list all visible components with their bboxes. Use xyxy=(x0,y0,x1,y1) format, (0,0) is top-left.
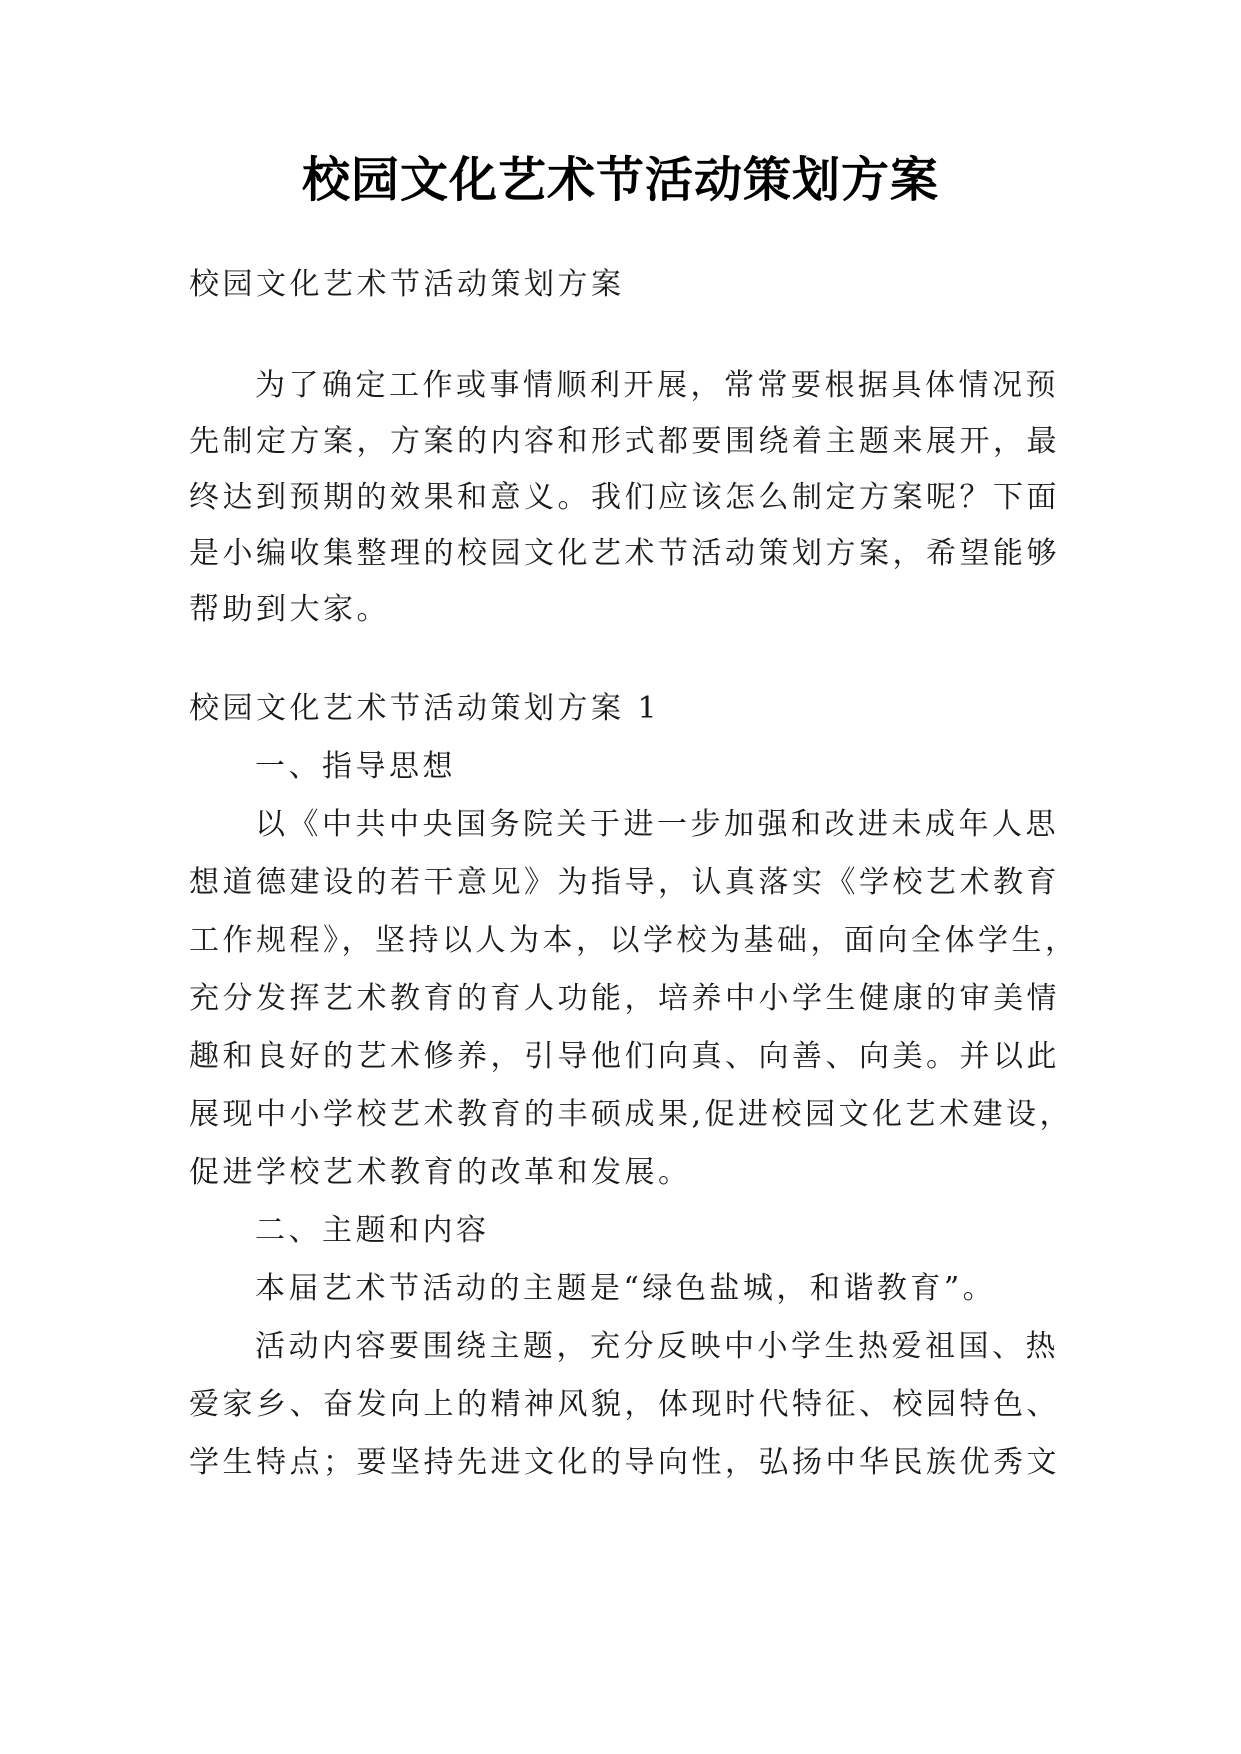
paragraph-line: 活动内容要围绕主题，充分反映中小学生热爱祖国、热 xyxy=(255,1329,1059,1364)
paragraph-line: 想道德建设的若干意见》为指导，认真落实《学校艺术教育 xyxy=(189,865,1060,900)
paragraph-line: 充分发挥艺术教育的育人功能，培养中小学生健康的审美情 xyxy=(189,981,1060,1016)
paragraph-line: 工作规程》，坚持以人为本，以学校为基础，面向全体学生， xyxy=(189,923,1079,958)
paragraph-line: 学生特点；要坚持先进文化的导向性，弘扬中华民族优秀文 xyxy=(189,1445,1060,1480)
document-title: 校园文化艺术节活动策划方案 xyxy=(301,152,939,208)
section-heading: 一、指导思想 xyxy=(255,749,456,784)
section-heading: 二、主题和内容 xyxy=(255,1213,490,1248)
intro-line: 先制定方案，方案的内容和形式都要围绕着主题来展开，最 xyxy=(189,424,1060,459)
intro-line: 为了确定工作或事情顺利开展，常常要根据具体情况预 xyxy=(255,368,1059,403)
section-title: 校园文化艺术节活动策划方案 1 xyxy=(189,691,661,726)
paragraph-line: 展现中小学校艺术教育的丰硕成果,促进校园文化艺术建设， xyxy=(189,1097,1074,1132)
intro-line: 帮助到大家。 xyxy=(189,592,390,627)
paragraph-line: 以《中共中央国务院关于进一步加强和改进未成年人思 xyxy=(255,807,1059,842)
intro-line: 是小编收集整理的校园文化艺术节活动策划方案，希望能够 xyxy=(189,536,1060,571)
intro-line: 终达到预期的效果和意义。我们应该怎么制定方案呢？下面 xyxy=(189,480,1060,515)
paragraph-line: 促进学校艺术教育的改革和发展。 xyxy=(189,1155,692,1190)
paragraph-line: 本届艺术节活动的主题是“绿色盐城，和谐教育”。 xyxy=(255,1271,997,1306)
document-subtitle: 校园文化艺术节活动策划方案 xyxy=(189,267,625,302)
paragraph-line: 爱家乡、奋发向上的精神风貌，体现时代特征、校园特色、 xyxy=(189,1387,1060,1422)
paragraph-line: 趣和良好的艺术修养，引导他们向真、向善、向美。并以此 xyxy=(189,1039,1060,1074)
